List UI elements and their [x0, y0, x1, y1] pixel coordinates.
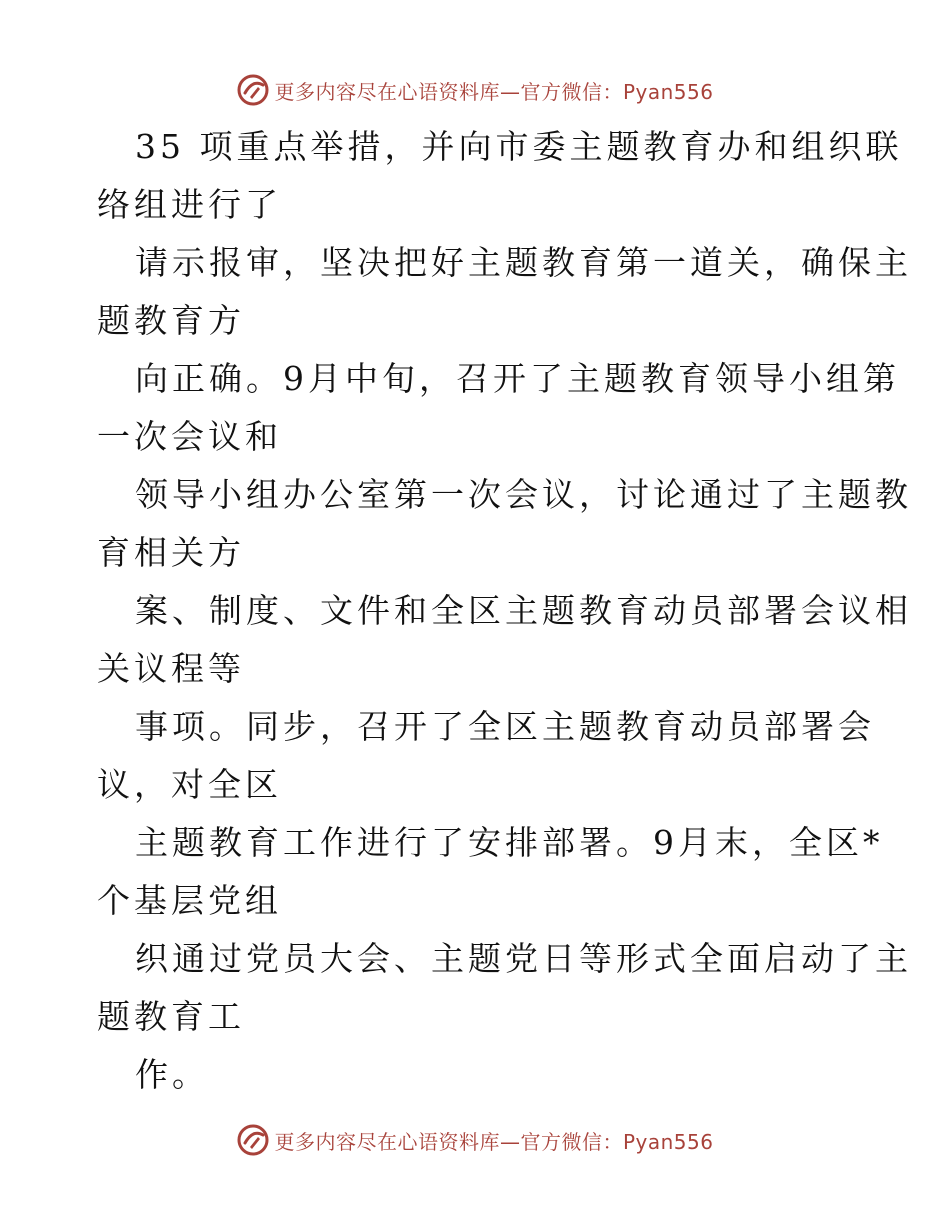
- paragraph-line: [97, 118, 903, 234]
- paragraph-line: [97, 466, 912, 582]
- line-first: 请示报审，坚决把好主题教育第一道关，确保主: [135, 243, 912, 282]
- line-first: 案、制度、文件和全区主题教育动员部署会议相: [135, 591, 912, 630]
- line-second: 题教育工: [97, 997, 245, 1036]
- line-second: 络组进行了: [97, 185, 282, 224]
- line-second: 议，对全区: [97, 765, 282, 804]
- line-first: 主题教育工作进行了安排部署。9月末，全区*: [135, 823, 884, 862]
- line-second: 个基层党组: [97, 881, 282, 920]
- paragraph-line: [97, 814, 884, 930]
- paragraph-line: [97, 698, 875, 814]
- footer-banner: [0, 1120, 950, 1160]
- header-banner-text: 更多内容尽在心语资料库—官方微信：Pyan556: [274, 79, 714, 104]
- line-first: 织通过党员大会、主题党日等形式全面启动了主: [135, 939, 912, 978]
- paragraph-line: [97, 350, 900, 466]
- footer-banner-text: 更多内容尽在心语资料库—官方微信：Pyan556: [274, 1129, 714, 1154]
- line-second: 题教育方: [97, 301, 245, 340]
- paragraph-line: [97, 930, 912, 1046]
- line-first: 事项。同步，召开了全区主题教育动员部署会: [135, 707, 875, 746]
- header-banner: [0, 70, 950, 110]
- paragraph-line: [97, 234, 912, 350]
- line-first: 35 项重点举措，并向市委主题教育办和组织联: [135, 127, 903, 166]
- paragraph-line: [97, 1046, 857, 1104]
- document-body: [97, 118, 912, 1104]
- line-second: 关议程等: [97, 649, 245, 688]
- brand-logo-icon: [236, 73, 270, 107]
- line-first: 领导小组办公室第一次会议，讨论通过了主题教: [135, 475, 912, 514]
- brand-logo-icon: [236, 1123, 270, 1157]
- line-second: 一次会议和: [97, 417, 282, 456]
- paragraph-line: [97, 582, 912, 698]
- line-first: 作。: [135, 1055, 209, 1094]
- line-second: 育相关方: [97, 533, 245, 572]
- line-first: 向正确。9月中旬，召开了主题教育领导小组第: [135, 359, 900, 398]
